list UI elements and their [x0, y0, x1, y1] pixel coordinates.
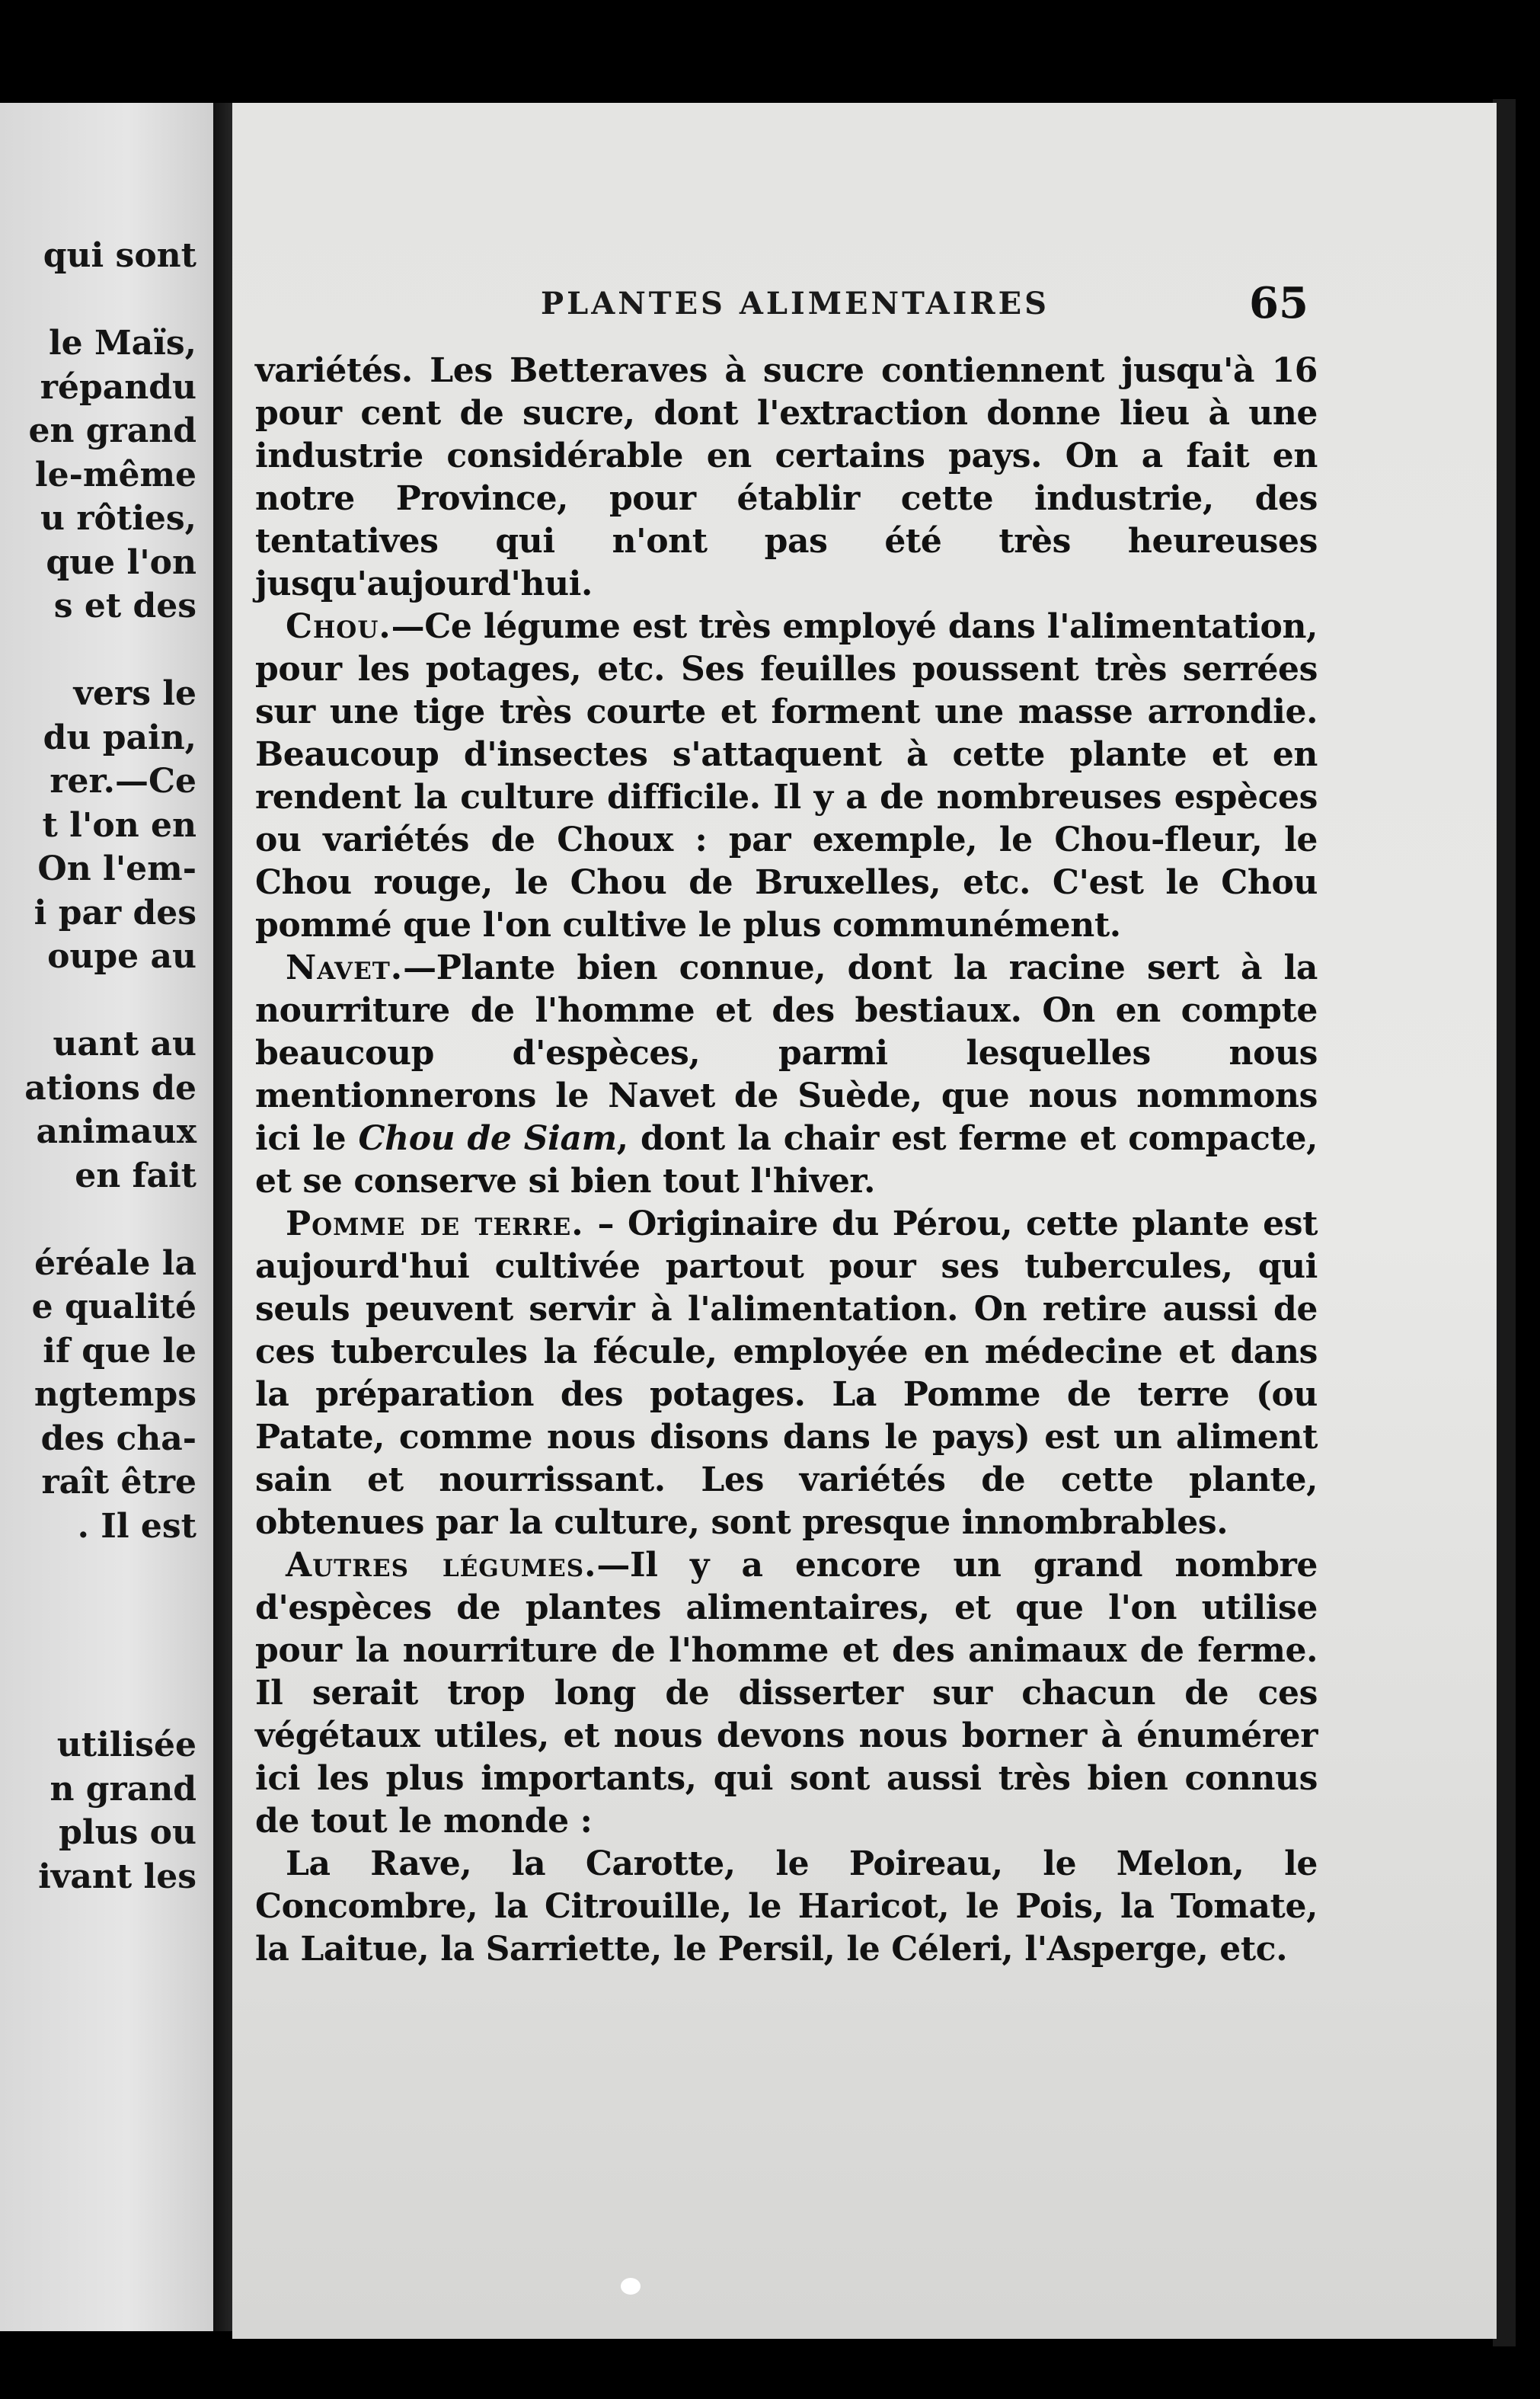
page-number: 65 [1249, 278, 1308, 328]
left-page-line: t l'on en [42, 805, 196, 845]
left-page-line: oupe au [47, 937, 196, 976]
left-page-line: s et des [53, 587, 196, 625]
left-page-line: ivant les [38, 1857, 196, 1896]
left-page-line: le-même [34, 455, 196, 494]
text-navet-b: , dont la chair est ferme et compacte, et se conserve si bien tout l'hiver. [255, 1119, 1318, 1201]
page-header [232, 278, 1497, 347]
page-speck [621, 2278, 641, 2295]
heading-chou: Chou. [286, 607, 391, 646]
left-page-line: qui sont [43, 236, 196, 275]
left-facing-page [0, 103, 213, 2331]
paragraph-pomme-de-terre [255, 1203, 1318, 1544]
left-page-line: ations de [24, 1068, 196, 1108]
text-autres-legumes: —Il y a encore un grand nombre d'espèces de plantes alimentaires, et que l'on utilise pour la nourriture de l'homme et des animaux de ferme. Il serait trop long de disserter sur chacun de ces végétaux utiles, et nous devons nous borner à énumérer ici les plus importants, qui sont aussi très bien connus de tout le monde : [255, 1546, 1318, 1841]
left-page-line: ngtemps [34, 1375, 196, 1414]
left-page-line: uant au [53, 1025, 196, 1064]
left-page-line: éréale la [34, 1243, 196, 1283]
running-title: PLANTES ALIMENTAIRES [541, 286, 1050, 321]
left-page-line: i par des [34, 893, 196, 932]
left-page-line: plus ou [59, 1813, 196, 1852]
heading-navet: Navet. [286, 948, 404, 987]
paragraph-betteraves: variétés. Les Betteraves à sucre contiennent jusqu'à 16 pour cent de sucre, dont l'extraction donne lieu à une industrie considérable en certains pays. On a fait en notre Province, pour établir cette industrie, des tentatives qui n'ont pas été très heureuses jusqu'aujourd'hui. [255, 351, 1318, 603]
heading-pomme-de-terre: Pomme de terre. [286, 1204, 584, 1243]
left-page-line: du pain, [43, 718, 196, 757]
left-page-line: utilisée [56, 1726, 196, 1764]
left-page-line: On l'em- [37, 849, 196, 888]
heading-autres-legumes: Autres légumes. [286, 1546, 597, 1585]
left-page-line: répandu [40, 367, 196, 407]
left-page-line: . Il est [77, 1506, 196, 1546]
text-navet-a: —Plante bien connue, dont la racine sert à la nourriture de l'homme et des bestiaux. On en compte beaucoup d'espèces, parmi lesquelles nous mentionnerons le Navet de Suède, que nous nommons ici le [255, 948, 1318, 1158]
left-page-line: vers le [73, 674, 196, 713]
left-page-line: en fait [75, 1156, 196, 1195]
left-page-line: if que le [43, 1331, 196, 1371]
left-page-line: en grand [28, 411, 196, 450]
left-page-line: rer.—Ce [50, 762, 196, 801]
left-page-line: que l'on [46, 542, 196, 582]
paragraph-navet [255, 947, 1318, 1203]
text-pomme-de-terre: – Originaire du Pérou, cette plante est aujourd'hui cultivée partout pour ses tubercules, qui seuls peuvent servir à l'alimentation. On retire aussi de ces tubercules la fécule, employée en médecine et dans la préparation des potages. La Pomme de terre (ou Patate, comme nous disons dans le pays) est un aliment sain et nourrissant. Les variétés de cette plante, obtenues par la culture, sont presque innombrables. [255, 1204, 1318, 1542]
left-page-line: u rôties, [40, 499, 196, 538]
left-page-line: le Maïs, [48, 324, 196, 363]
left-page-line: animaux [36, 1112, 196, 1151]
left-page-line: n grand [50, 1769, 196, 1809]
left-page-line: raît être [41, 1463, 196, 1502]
left-page-line: e qualité [31, 1287, 196, 1326]
body-text [255, 350, 1318, 1971]
main-page [232, 103, 1497, 2339]
text-navet-italic: Chou de Siam [358, 1119, 617, 1158]
text-chou: —Ce légume est très employé dans l'alimentation, pour les potages, etc. Ses feuilles poussent très serrées sur une tige très courte et forment une masse arrondie. Beaucoup d'insectes s'attaquent à cette plante et en rendent la culture difficile. Il y a de nombreuses espèces ou variétés de Choux : par exemple, le Chou-fleur, le Chou rouge, le Chou de Bruxelles, etc. C'est le Chou pommé que l'on cultive le plus communément. [255, 607, 1318, 945]
paragraph-liste-legumes: La Rave, la Carotte, le Poireau, le Melon, le Concombre, la Citrouille, le Haricot, le Pois, la Tomate, la Laitue, la Sarriette, le Persil, le Céleri, l'Asperge, etc. [255, 1844, 1318, 1969]
paragraph-autres-legumes [255, 1544, 1318, 1843]
left-page-line: des cha- [40, 1419, 196, 1458]
paragraph-chou [255, 606, 1318, 947]
